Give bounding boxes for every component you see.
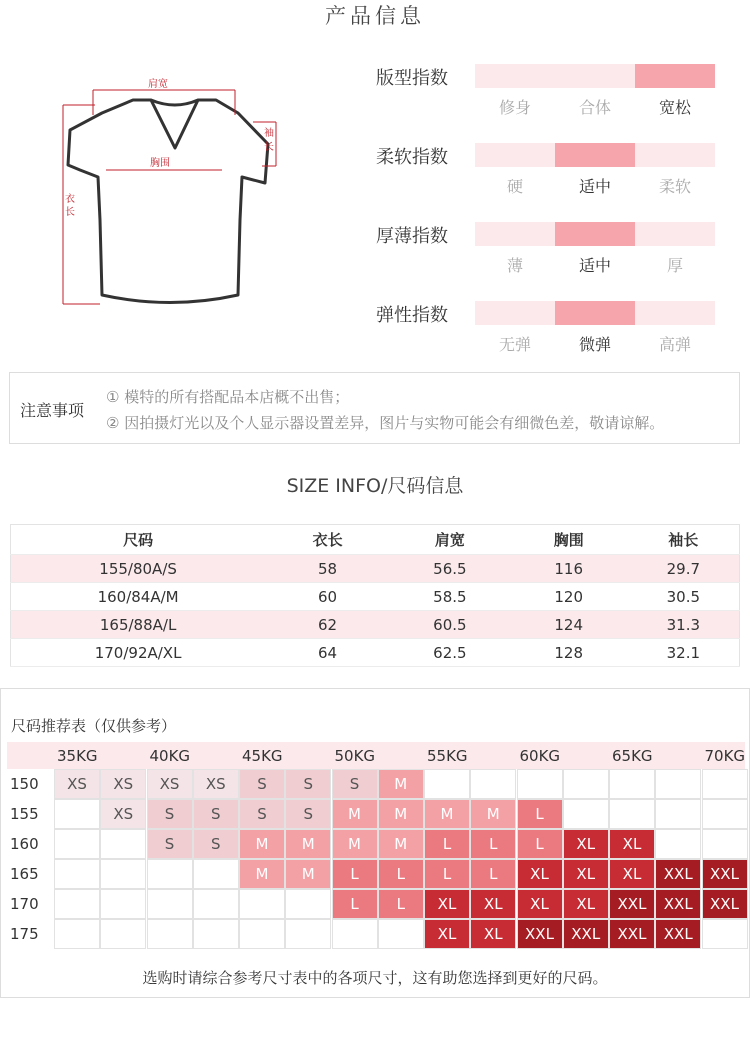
size-cell: L xyxy=(378,859,424,889)
size-cell: XL xyxy=(563,829,609,859)
size-cell: M xyxy=(239,829,285,859)
table-cell: 56.5 xyxy=(390,555,510,583)
notes-line-2: ② 因拍摄灯光以及个人显示器设置差异，图片与实物可能会有细微色差，敬请谅解。 xyxy=(106,414,665,432)
index-option: 柔软 xyxy=(658,177,691,196)
index-option: 无弹 xyxy=(498,335,531,354)
size-cell: L xyxy=(470,829,516,859)
size-cell: S xyxy=(147,829,193,859)
size-cell: L xyxy=(517,829,563,859)
size-cell xyxy=(655,769,701,799)
size-cell: XL xyxy=(563,859,609,889)
size-cell: L xyxy=(470,859,516,889)
notes-line-1: ① 模特的所有搭配品本店概不出售； xyxy=(106,388,350,406)
size-cell: L xyxy=(517,799,563,829)
table-cell: 60 xyxy=(265,583,390,611)
index-label: 版型指数 xyxy=(376,68,448,89)
size-cell xyxy=(100,859,146,889)
size-cell: L xyxy=(378,889,424,919)
table-cell: 58 xyxy=(265,555,390,583)
size-cell xyxy=(702,829,748,859)
index-bar xyxy=(475,143,715,167)
height-label: 160 xyxy=(10,835,39,853)
size-cell: M xyxy=(332,829,378,859)
size-cell: XL xyxy=(609,859,655,889)
size-cell xyxy=(285,919,331,949)
size-cell: XL xyxy=(517,889,563,919)
size-header-cell: 袖长 xyxy=(628,525,740,555)
index-label: 弹性指数 xyxy=(376,305,448,326)
index-option: 适中 xyxy=(578,177,611,196)
size-cell: XXL xyxy=(655,859,701,889)
index-option: 适中 xyxy=(578,256,611,275)
height-label: 155 xyxy=(10,805,39,823)
size-cell: M xyxy=(378,769,424,799)
size-cell xyxy=(54,829,100,859)
table-cell: 64 xyxy=(265,639,390,667)
size-cell: XL xyxy=(517,859,563,889)
size-cell: XXL xyxy=(609,919,655,949)
index-option: 宽松 xyxy=(658,98,691,117)
size-cell xyxy=(424,769,470,799)
size-cell xyxy=(239,889,285,919)
table-cell: 165/88A/L xyxy=(11,611,266,639)
size-cell: M xyxy=(332,799,378,829)
table-cell: 128 xyxy=(510,639,628,667)
size-cell xyxy=(193,919,239,949)
size-cell xyxy=(54,919,100,949)
size-cell: M xyxy=(378,799,424,829)
index-bar xyxy=(475,64,715,88)
size-cell xyxy=(655,829,701,859)
size-cell: XS xyxy=(100,769,146,799)
weight-label: 55KG xyxy=(427,747,468,765)
size-cell xyxy=(609,799,655,829)
notes-title: 注意事项 xyxy=(20,401,85,420)
size-cell: S xyxy=(147,799,193,829)
table-row xyxy=(11,583,740,611)
size-cell xyxy=(517,769,563,799)
size-table xyxy=(10,524,740,667)
size-cell xyxy=(193,889,239,919)
size-cell: M xyxy=(470,799,516,829)
size-info-title: SIZE INFO/尺码信息 xyxy=(286,475,464,497)
size-cell xyxy=(193,859,239,889)
size-cell xyxy=(100,829,146,859)
table-row xyxy=(11,639,740,667)
weight-label: 50KG xyxy=(334,747,376,765)
index-bar-fill xyxy=(555,301,635,325)
table-cell: 124 xyxy=(510,611,628,639)
size-cell xyxy=(285,889,331,919)
index-bar xyxy=(475,222,715,246)
size-cell xyxy=(470,769,516,799)
index-bar-fill xyxy=(555,143,635,167)
size-cell xyxy=(563,769,609,799)
table-cell: 120 xyxy=(510,583,628,611)
size-cell xyxy=(147,859,193,889)
size-cell: M xyxy=(285,859,331,889)
size-cell xyxy=(655,799,701,829)
length-label: 衣长 xyxy=(65,194,75,218)
size-cell xyxy=(100,919,146,949)
table-cell: 31.3 xyxy=(628,611,740,639)
index-option: 微弹 xyxy=(578,335,611,354)
size-cell: M xyxy=(239,859,285,889)
table-row xyxy=(11,555,740,583)
size-header-cell: 衣长 xyxy=(265,525,390,555)
table-cell: 170/92A/XL xyxy=(11,639,266,667)
index-option: 修身 xyxy=(498,98,531,117)
size-cell: XXL xyxy=(702,889,748,919)
size-cell: XL xyxy=(470,889,516,919)
recommend-title: 尺码推荐表（仅供参考） xyxy=(11,717,177,735)
index-option: 薄 xyxy=(506,256,523,275)
size-cell xyxy=(147,889,193,919)
size-cell: S xyxy=(239,769,285,799)
size-header-cell: 胸围 xyxy=(510,525,628,555)
size-cell xyxy=(378,919,424,949)
weight-label: 45KG xyxy=(242,747,283,765)
size-cell: XXL xyxy=(702,859,748,889)
weight-label: 40KG xyxy=(149,747,191,765)
size-cell xyxy=(147,919,193,949)
weight-label: 35KG xyxy=(57,747,98,765)
weight-label: 60KG xyxy=(519,747,561,765)
size-cell: XL xyxy=(609,829,655,859)
tshirt-diagram xyxy=(40,70,300,320)
index-label: 柔软指数 xyxy=(376,147,448,168)
size-cell: L xyxy=(424,859,470,889)
table-cell: 32.1 xyxy=(628,639,740,667)
index-option: 高弹 xyxy=(658,335,691,354)
tshirt-icon xyxy=(40,70,300,320)
size-cell: S xyxy=(193,799,239,829)
index-label: 厚薄指数 xyxy=(376,226,448,247)
size-cell xyxy=(609,769,655,799)
size-cell: L xyxy=(424,829,470,859)
table-cell: 30.5 xyxy=(628,583,740,611)
index-bar xyxy=(475,301,715,325)
size-cell: XL xyxy=(470,919,516,949)
size-cell: L xyxy=(332,859,378,889)
size-cell: S xyxy=(332,769,378,799)
size-cell: XL xyxy=(424,889,470,919)
size-cell: XL xyxy=(563,889,609,919)
size-cell: S xyxy=(193,829,239,859)
size-cell: XS xyxy=(193,769,239,799)
size-cell: S xyxy=(285,769,331,799)
page-title: 产品信息 xyxy=(325,4,425,28)
size-cell xyxy=(54,859,100,889)
height-label: 150 xyxy=(10,775,39,793)
notes-box xyxy=(9,372,740,444)
size-cell: XXL xyxy=(655,919,701,949)
size-cell: XXL xyxy=(609,889,655,919)
table-cell: 29.7 xyxy=(628,555,740,583)
size-cell: XXL xyxy=(517,919,563,949)
size-cell: M xyxy=(378,829,424,859)
size-cell: XXL xyxy=(563,919,609,949)
size-header-cell: 肩宽 xyxy=(390,525,510,555)
table-cell: 116 xyxy=(510,555,628,583)
size-cell: L xyxy=(332,889,378,919)
size-cell xyxy=(702,769,748,799)
weight-label: 65KG xyxy=(612,747,653,765)
size-table-header xyxy=(11,525,740,555)
table-cell: 60.5 xyxy=(390,611,510,639)
recommend-footer: 选购时请综合参考尺寸表中的各项尺寸，这有助您选择到更好的尺码。 xyxy=(142,969,608,987)
table-cell: 155/80A/S xyxy=(11,555,266,583)
index-option: 合体 xyxy=(578,98,611,117)
table-cell: 62 xyxy=(265,611,390,639)
table-cell: 62.5 xyxy=(390,639,510,667)
size-cell: XS xyxy=(147,769,193,799)
size-cell xyxy=(332,919,378,949)
size-cell: S xyxy=(239,799,285,829)
size-header-cell: 尺码 xyxy=(11,525,266,555)
size-cell: XS xyxy=(54,769,100,799)
size-cell xyxy=(702,919,748,949)
height-label: 170 xyxy=(10,895,39,913)
size-cell xyxy=(100,889,146,919)
height-label: 175 xyxy=(10,925,39,943)
size-cell: XS xyxy=(100,799,146,829)
size-cell: M xyxy=(285,829,331,859)
size-cell: M xyxy=(424,799,470,829)
table-cell: 160/84A/M xyxy=(11,583,266,611)
size-cell xyxy=(54,799,100,829)
table-row xyxy=(11,611,740,639)
index-bar-fill xyxy=(555,222,635,246)
index-option: 硬 xyxy=(506,177,523,196)
size-cell xyxy=(239,919,285,949)
size-cell: S xyxy=(285,799,331,829)
shoulder-label: 肩宽 xyxy=(148,79,168,90)
size-cell: XXL xyxy=(655,889,701,919)
height-label: 165 xyxy=(10,865,39,883)
size-cell xyxy=(54,889,100,919)
size-cell xyxy=(563,799,609,829)
sleeve-label: 袖长 xyxy=(264,128,274,153)
index-bar-fill xyxy=(635,64,715,88)
table-cell: 58.5 xyxy=(390,583,510,611)
size-cell xyxy=(702,799,748,829)
weight-label: 70KG xyxy=(704,747,746,765)
chest-label: 胸围 xyxy=(150,158,170,169)
index-option: 厚 xyxy=(666,256,683,275)
size-cell: XL xyxy=(424,919,470,949)
